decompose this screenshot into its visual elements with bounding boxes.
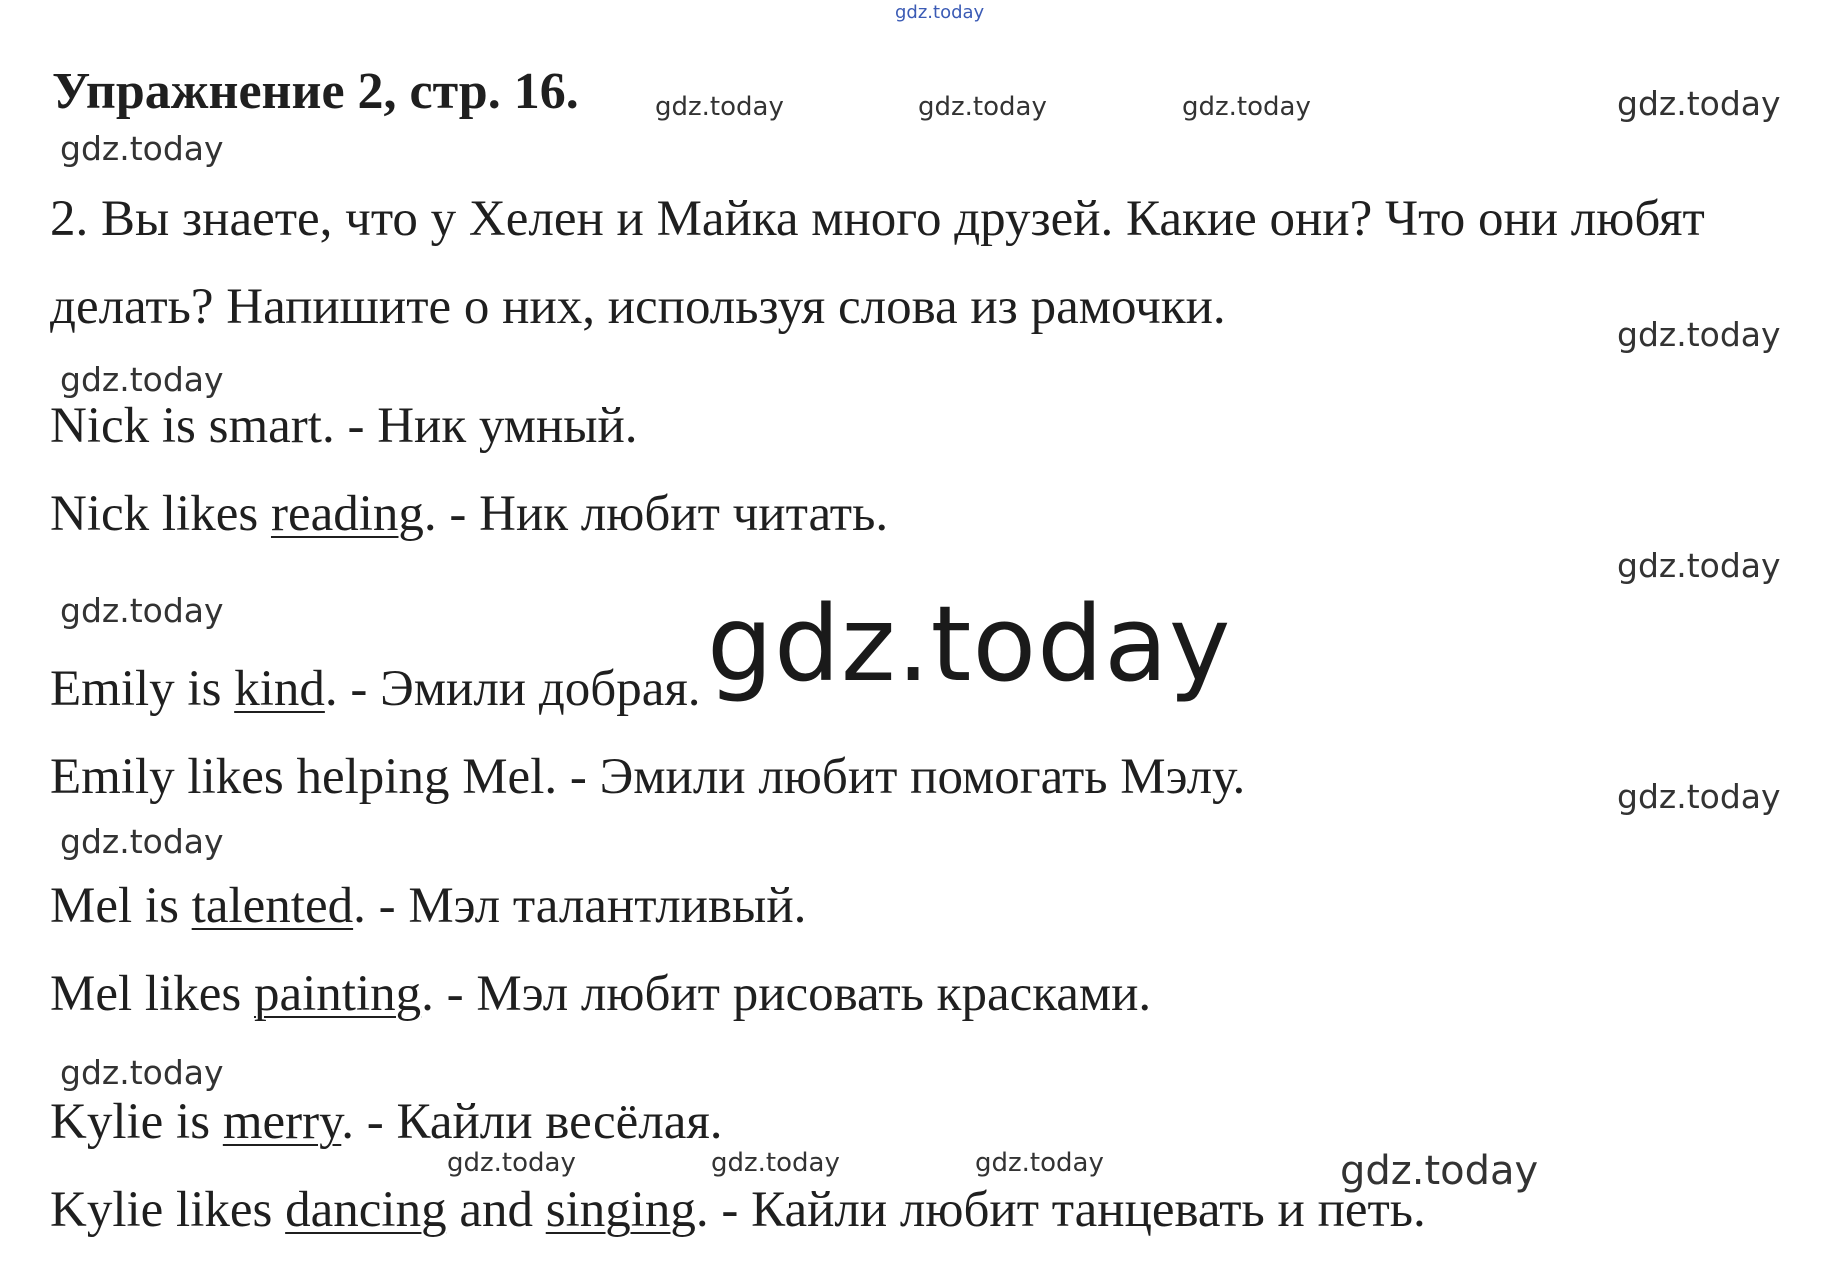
task-instruction: 2. Вы знаете, что у Хелен и Майка много друзей. Какие они? Что они любят делать? Напишите о них, используя слова из рамочки. <box>50 191 1705 335</box>
watermark: gdz.today <box>1617 546 1781 585</box>
watermark-large: gdz.today <box>707 583 1232 705</box>
line-text: Emily likes helping Mel. - Эмили любит помогать Мэлу. <box>50 749 1246 805</box>
watermark: gdz.today <box>1182 92 1311 122</box>
watermark: gdz.today <box>975 1148 1104 1178</box>
line-text: Mel is <box>50 878 192 934</box>
line-text: Kylie is <box>50 1094 223 1150</box>
watermark: gdz.today <box>1340 1148 1539 1194</box>
watermark: gdz.today <box>1617 84 1781 123</box>
line-text: . - Мэл талантливый. <box>353 878 807 934</box>
watermark: gdz.today <box>60 129 224 168</box>
answer-line-2 <box>50 485 888 543</box>
watermark: gdz.today <box>655 92 784 122</box>
line-text: . - Ник любит читать. <box>423 486 889 542</box>
watermark: gdz.today <box>1617 315 1781 354</box>
answer-line-5 <box>50 877 806 935</box>
line-text: and <box>446 1182 546 1238</box>
underlined-word: merry <box>222 1094 342 1150</box>
line-text: Nick likes <box>50 486 271 542</box>
answer-line-6 <box>50 965 1151 1023</box>
watermark: gdz.today <box>1617 777 1781 816</box>
underlined-word: painting <box>253 966 422 1022</box>
exercise-title: Упражнение 2, стр. 16. <box>52 63 579 120</box>
line-text: . - Кайли любит танцевать и петь. <box>695 1182 1426 1238</box>
line-text: . - Мэл любит рисовать красками. <box>421 966 1152 1022</box>
answer-line-4 <box>50 748 1245 806</box>
watermark: gdz.today <box>60 822 224 861</box>
watermark: gdz.today <box>60 360 224 399</box>
underlined-word: talented <box>191 878 354 934</box>
underlined-word: dancing <box>285 1182 447 1238</box>
underlined-word: reading <box>270 486 424 542</box>
underlined-word: kind <box>234 661 325 717</box>
answer-line-8 <box>50 1181 1426 1239</box>
watermark: gdz.today <box>60 1053 224 1092</box>
answer-line-7 <box>50 1093 723 1151</box>
watermark: gdz.today <box>711 1148 840 1178</box>
underlined-word: singing <box>545 1182 696 1238</box>
line-text: . - Кайли весёлая. <box>341 1094 723 1150</box>
line-text: Emily is <box>50 661 235 717</box>
answer-line-3 <box>50 660 701 718</box>
watermark: gdz.today <box>447 1148 576 1178</box>
watermark: gdz.today <box>895 2 985 23</box>
line-text: Nick is smart. - Ник умный. <box>50 398 638 454</box>
line-text: Mel likes <box>50 966 254 1022</box>
watermark: gdz.today <box>60 591 224 630</box>
line-text: Kylie likes <box>50 1182 286 1238</box>
answer-line-1 <box>50 397 638 455</box>
line-text: . - Эмили добрая. <box>324 661 701 717</box>
watermark: gdz.today <box>918 92 1047 122</box>
